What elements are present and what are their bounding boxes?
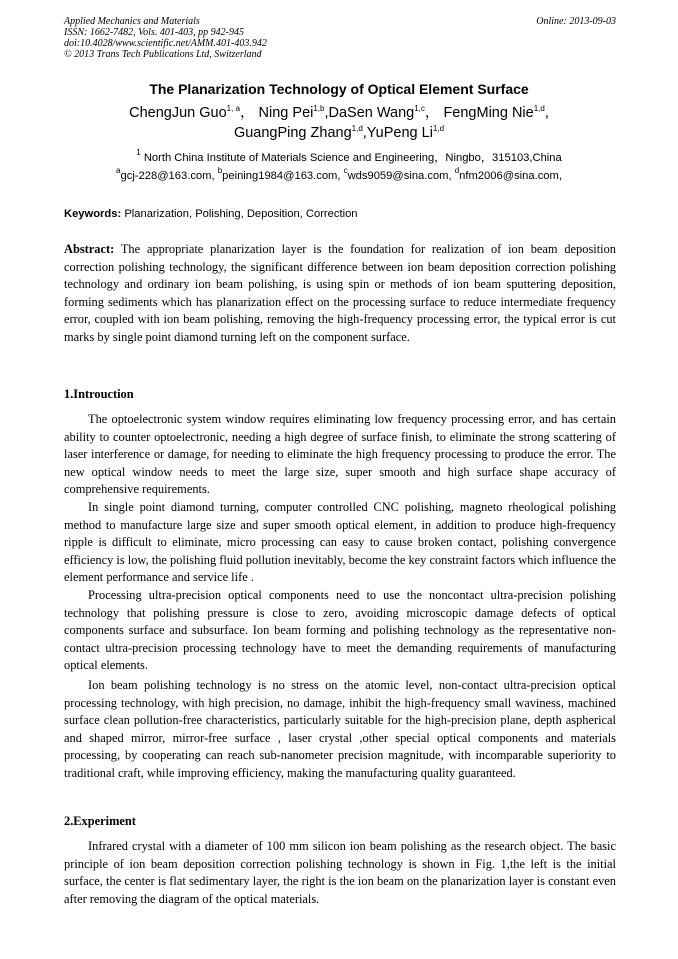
author-sep: , — [362, 125, 367, 141]
email-list — [0, 166, 678, 183]
author-sup: 1,d — [533, 104, 545, 113]
abstract-text: The appropriate planarization layer is the foundation for realization of ion beam deposition correction polishing technology, the significant difference between ion beam deposition correction polishing technology and ordinary ion beam polishing, is using spin or methods of ion beam sputtering deposition, forming sediments which has planarization effect on the processing surface to reduce intermediate frequency error, coupled with ion beam polishing, removing the high-frequency processing error, the typical error is cut marks by single point diamond turning left on the component surface. — [64, 242, 616, 344]
author-list — [0, 103, 678, 143]
author-sep: , — [544, 105, 549, 121]
author-sup: 1,b — [313, 104, 325, 113]
section-heading-experiment: 2.Experiment — [64, 814, 136, 828]
affiliation-text: North China Institute of Materials Science and Engineering，Ningbo，315103,China — [143, 152, 562, 164]
email-text: gcj-228@163.com, — [120, 170, 218, 182]
keywords-text: Planarization, Polishing, Deposition, Correction — [124, 208, 358, 220]
author-sep: ， — [424, 105, 440, 121]
email-sup: d — [454, 166, 460, 175]
author-sup: 1, a — [226, 104, 241, 113]
intro-paragraph-4: Ion beam polishing technology is no stress on the atomic level, non-contact ultra-precision optical processing technology, with high precision, no damage, inhibit the high-frequency small waviness, machined surface clean pollution-free characteristics, particularly suitable for the high-precision plane, depth aspherical and shaped mirror, mirror-free surface , laser crystal ,other special optical components and materials processing, by cooperating can reach sub-nanometer precision magnitude, with incomparable superiority to traditional craft, while improving efficiency, making the manufacturing quality guaranteed. — [64, 678, 616, 780]
intro-paragraph-2: In single point diamond turning, computer controlled CNC polishing, magneto rheological polishing method to manufacture large size and super smooth optical element, in addition to produce high-frequency ripple is difficult to eliminate, micro processing can easy to cause broken contact, polishing convergence efficiency is low, the polishing fluid pollution inevitably, become the key constraint factors which influence the element performance and service life . — [64, 500, 616, 585]
email-text: nfm2006@sina.com, — [459, 170, 562, 182]
intro-paragraph-3: Processing ultra-precision optical components need to use the noncontact ultra-precision polishing technology that polishing pressure is close to zero, avoiding microscopic damage defects of optical components surface and subsurface. Ion beam forming and polishing technology as the representative non-contact ultra-precision processing technology have to meet the demanding requirements of manufacturing optical elements. — [64, 588, 616, 673]
email-text: peining1984@163.com, — [222, 170, 344, 182]
author-sup: 1,c — [414, 104, 425, 113]
affiliation-sup: 1 — [136, 148, 141, 157]
author-sep: , — [324, 105, 329, 121]
author-sep: ， — [240, 105, 255, 121]
experiment-paragraph-1: Infrared crystal with a diameter of 100 mm silicon ion beam polishing as the research object. The basic principle of ion beam deposition correction polishing technology is shown in Fig. 1,the left is the initial surface, the center is flat sedimentary layer, the right is the ion beam on the planarization layer is constant even after removing the diagram of the optical materials. — [64, 839, 616, 906]
author-sup: 1,d — [351, 124, 363, 133]
paper-title: The Planarization Technology of Optical Element Surface — [149, 81, 529, 97]
email-sup: c — [343, 166, 348, 175]
author-line-2 — [0, 123, 678, 143]
intro-paragraph-1: The optoelectronic system window requires eliminating low frequency processing error, and has certain ability to counter optoelectronic, needing a high degree of surface finish, to eliminate the strong scattering of laser interference or damage, for needing to eliminate the high frequency processing to produce the error. The new optical window needs to meet the large size, super smooth and high surface shape accuracy of comprehensive requirements. — [64, 412, 616, 497]
online-date: Online: 2013-09-03 — [536, 16, 616, 27]
email-text: wds9059@sina.com, — [347, 170, 455, 182]
affiliation — [0, 148, 678, 165]
author-name: GuangPing Zhang — [233, 125, 352, 141]
author-name: DaSen Wang — [328, 105, 415, 121]
running-header — [64, 16, 616, 60]
author-name: ChengJun Guo — [129, 105, 227, 121]
section-heading-introduction: 1.Introuction — [64, 387, 134, 401]
abstract-label: Abstract: — [64, 242, 115, 256]
author-line-1 — [0, 103, 678, 123]
keywords-label: Keywords: — [64, 208, 122, 220]
copyright-line: © 2013 Trans Tech Publications Ltd, Switzerland — [64, 49, 262, 60]
email-sup: b — [217, 166, 223, 175]
keywords — [64, 207, 616, 221]
abstract — [64, 241, 616, 347]
issn-line: ISSN: 1662-7482, Vols. 401-403, pp 942-945 — [64, 27, 244, 38]
author-name: Ning Pei — [258, 105, 314, 121]
doi-line: doi:10.4028/www.scientific.net/AMM.401-403.942 — [64, 38, 267, 49]
author-name: YuPeng Li — [366, 125, 433, 141]
author-name: FengMing Nie — [443, 105, 534, 121]
email-sup: a — [116, 166, 121, 175]
author-sup: 1,d — [432, 124, 445, 133]
journal-name: Applied Mechanics and Materials — [64, 16, 200, 27]
